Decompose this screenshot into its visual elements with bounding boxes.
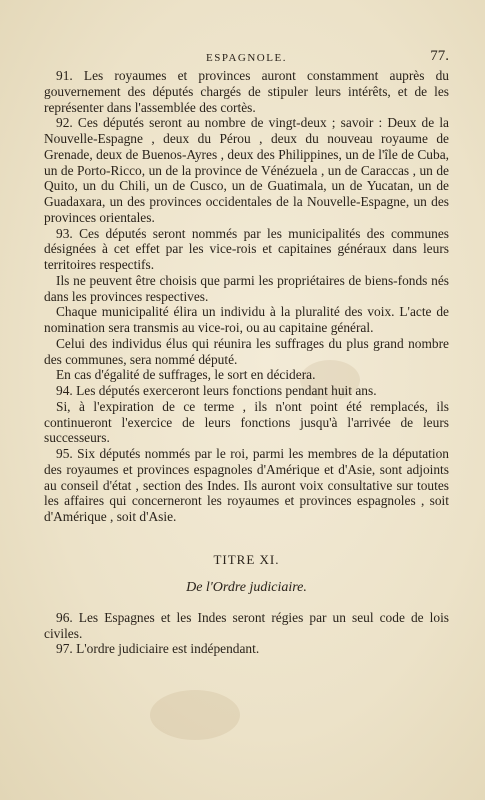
article-paragraph: 92. Ces députés seront au nombre de vingt-deux ; savoir : Deux de la Nouvelle-Espagne , deux du Pérou , deux du nouveau royaume de Grenade, deux de Buenos-Ayres , deux des Philippines, un de l'île de Cuba, un de Porto-Ricco, un de la province de Vénézuela , un de Caraccas , un de Quito, un du Chili, un de Cusco, un de Guatimala, un de Yucatan, un de Guadaxara, un des provinces occidentales de la Nouvelle-Espagne, un des provinces orientales. — [44, 115, 449, 225]
page-number: 77. — [430, 48, 449, 64]
article-paragraph: 91. Les royaumes et provinces auront constamment auprès du gouvernement des députés chargés de stipuler leurs intérêts, et de les représenter dans l'assemblée des cortès. — [44, 68, 449, 115]
section-body — [44, 610, 449, 657]
article-paragraph: Ils ne peuvent être choisis que parmi les propriétaires de biens-fonds nés dans les provinces respectives. — [44, 272, 449, 304]
article-paragraph: Chaque municipalité élira un individu à la pluralité des voix. L'acte de nomination sera transmis au vice-roi, ou au capitaine général. — [44, 304, 449, 335]
section-subtitle: De l'Ordre judiciaire. — [186, 579, 307, 595]
running-title: ESPAGNOLE. — [206, 52, 287, 64]
article-paragraph: En cas d'égalité de suffrages, le sort en décidera. — [56, 367, 316, 383]
page-body — [44, 68, 449, 525]
running-head — [44, 48, 449, 68]
article-paragraph: 97. L'ordre judiciaire est indépendant. — [56, 641, 260, 657]
article-paragraph: 94. Les députés exerceront leurs fonctions pendant huit ans. — [56, 383, 377, 398]
article-paragraph: 96. Les Espagnes et les Indes seront régies par un seul code de lois civiles. — [44, 609, 449, 641]
section-title: TITRE XI. — [213, 551, 280, 567]
article-paragraph: Si, à l'expiration de ce terme , ils n'ont point été remplacés, ils continueront l'exercice de leurs fonctions jusqu'à l'arrivée de leurs successeurs. — [44, 398, 449, 446]
article-paragraph: Celui des individus élus qui réunira les suffrages du plus grand nombre des communes, sera nommé député. — [44, 335, 449, 367]
book-page — [44, 48, 449, 657]
paper-stain — [150, 690, 240, 740]
article-paragraph: 93. Ces députés seront nommés par les municipalités des communes désignées à cet effet par les vice-rois et capitaines généraux dans leurs territoires respectifs. — [44, 225, 449, 272]
article-paragraph: 95. Six députés nommés par le roi, parmi les membres de la députation des royaumes et provinces espagnoles d'Amérique et d'Asie, sont adjoints au conseil d'état , section des Indes. Ils auront voix consultative sur toutes les affaires qui concerneront les royaumes et provinces espagnoles , soit d'Amérique , soit d'Asie. — [44, 446, 449, 524]
